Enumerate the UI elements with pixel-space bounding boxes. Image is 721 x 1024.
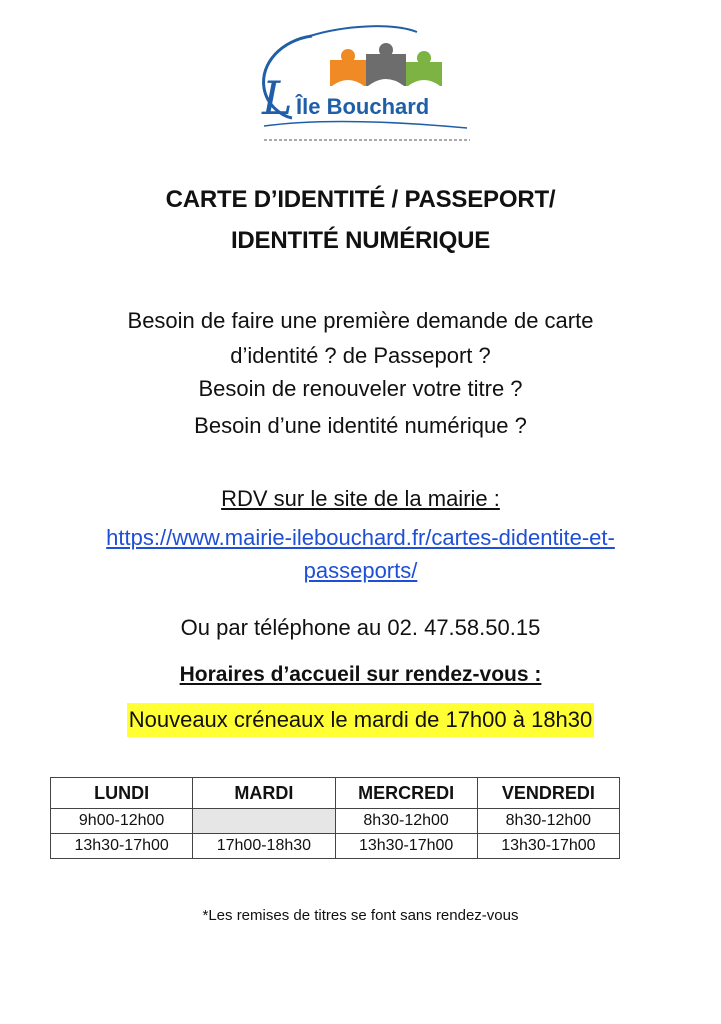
header-wednesday: MERCREDI [335, 778, 477, 809]
page-title-line-1: CARTE D’IDENTITÉ / PASSEPORT/ [165, 186, 556, 213]
question-line: d’identité ? de Passeport ? [230, 343, 491, 368]
phone-text: Ou par téléphone au 02. 47.58.50.15 [180, 615, 541, 640]
table-cell: 13h30-17h00 [335, 834, 477, 859]
new-slots-text: Nouveaux créneaux le mardi de 17h00 à 18h30 [127, 703, 595, 737]
table-cell: 13h30-17h00 [51, 834, 193, 859]
hours-title: Horaires d’accueil sur rendez-vous : [179, 663, 542, 686]
table-cell: 13h30-17h00 [477, 834, 619, 859]
ile-bouchard-logo [252, 18, 482, 148]
table-cell: 9h00-12h00 [51, 809, 193, 834]
header-friday: VENDREDI [477, 778, 619, 809]
header-tuesday: MARDI [193, 778, 335, 809]
mairie-link-line-1[interactable]: https://www.mairie-ilebouchard.fr/cartes-didentite-et- [106, 525, 615, 550]
question-line: Besoin d’une identité numérique ? [194, 413, 527, 438]
table-cell: 17h00-18h30 [193, 834, 335, 859]
header-monday: LUNDI [51, 778, 193, 809]
page-title-line-2: IDENTITÉ NUMÉRIQUE [230, 227, 491, 254]
new-slots-banner [0, 703, 721, 737]
question-line: Besoin de faire une première demande de carte [127, 308, 594, 333]
schedule-header-row [51, 778, 620, 809]
table-cell: 8h30-12h00 [477, 809, 619, 834]
question-line: Besoin de renouveler votre titre ? [198, 376, 523, 401]
logo-script-letter: L [262, 71, 293, 125]
schedule-table [50, 777, 620, 859]
table-row [51, 809, 620, 834]
table-cell-empty [193, 809, 335, 834]
logo-name: Île Bouchard [296, 94, 430, 119]
logo-graphic [252, 18, 482, 148]
rdv-label: RDV sur le site de la mairie : [221, 486, 500, 511]
footnote: *Les remises de titres se font sans rendez-vous [202, 907, 519, 924]
mairie-link-line-2[interactable]: passeports/ [303, 558, 418, 583]
table-cell: 8h30-12h00 [335, 809, 477, 834]
table-row [51, 834, 620, 859]
